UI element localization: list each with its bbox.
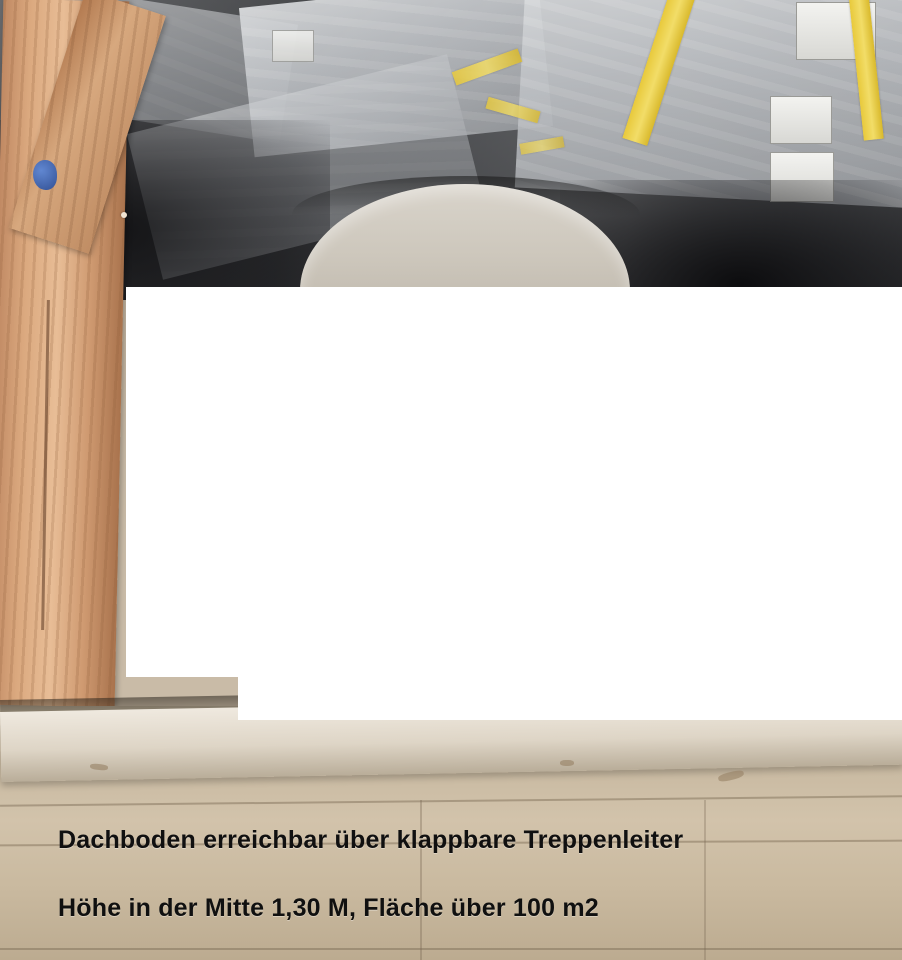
caption-line-1: Dachboden erreichbar über klappbare Treppenleiter: [58, 826, 684, 854]
floor-debris: [560, 760, 574, 766]
caption-line-2: Höhe in der Mitte 1,30 M, Fläche über 100 m2: [58, 894, 599, 922]
blue-paint-mark: [33, 160, 57, 190]
floor-seam: [0, 948, 902, 950]
redaction-overlay: [126, 287, 902, 677]
insulation-label: [272, 30, 314, 62]
nail-head: [121, 212, 127, 218]
floor-seam: [420, 800, 422, 960]
insulation-label: [770, 96, 832, 144]
redaction-overlay: [238, 672, 902, 720]
floor-seam: [704, 800, 706, 960]
